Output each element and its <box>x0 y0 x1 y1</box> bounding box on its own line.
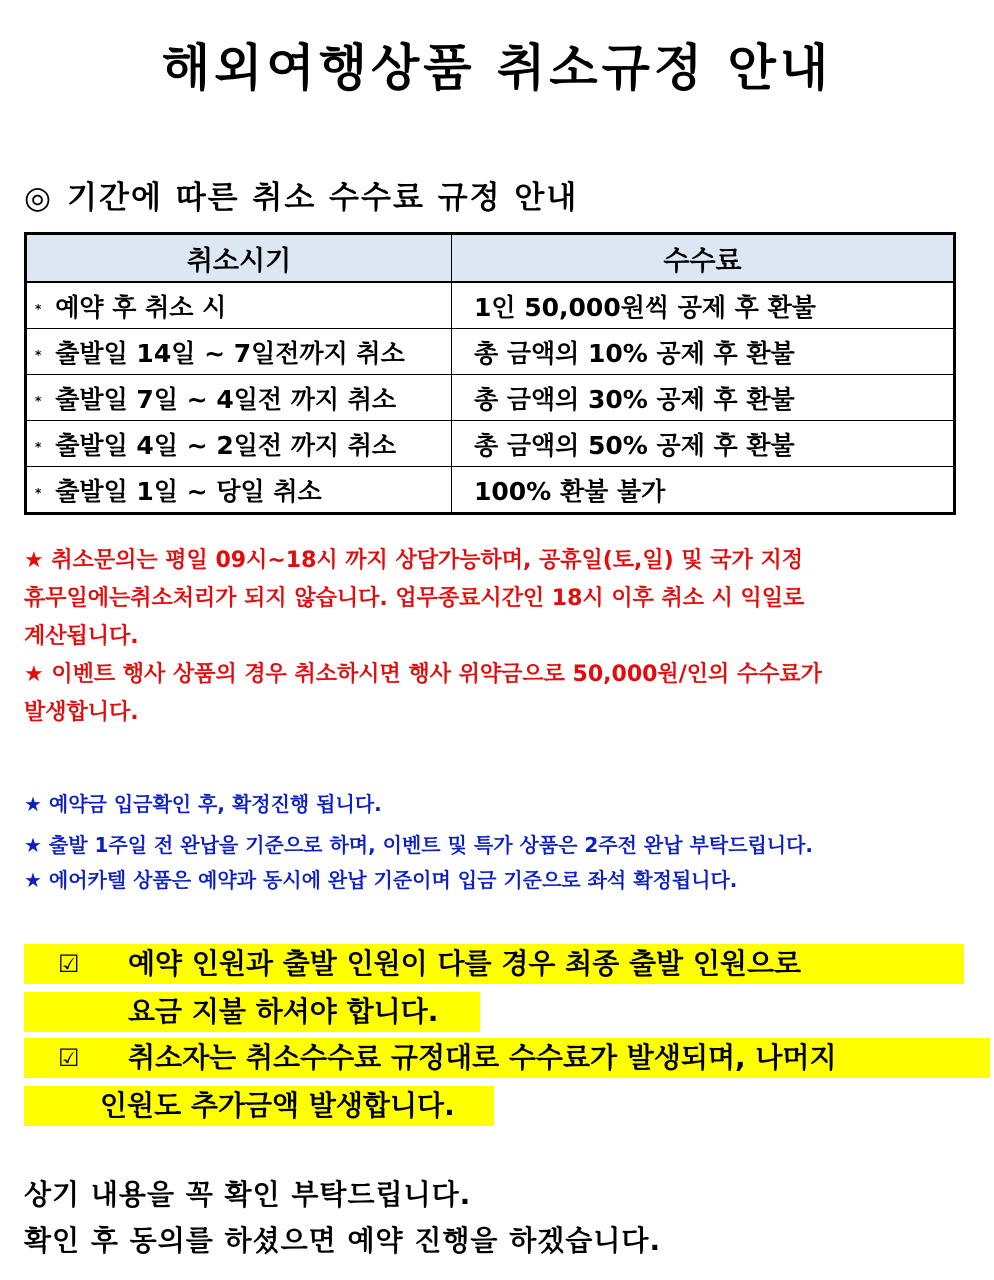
highlight-text: 요금 지불 하셔야 합니다. <box>128 995 439 1028</box>
page-title: 해외여행상품 취소규정 안내 <box>161 39 833 97</box>
bullet-icon: * <box>35 301 42 316</box>
period-cell <box>26 282 452 329</box>
red-notice-line: ★ 취소문의는 평일 09시~18시 까지 상담가능하며, 공휴일(토,일) 및 국가 지정 <box>24 548 803 573</box>
column-header-period: 취소시기 <box>26 234 452 283</box>
blue-notice-3: ★ 에어카텔 상품은 예약과 동시에 완납 기준이며 입금 기준으로 좌석 확정됩니다. <box>24 868 738 892</box>
period-cell <box>26 421 452 467</box>
bullet-icon: * <box>35 347 42 362</box>
table-header-row <box>26 234 955 283</box>
period-text: 출발일 14일 ~ 7일전까지 취소 <box>55 338 405 368</box>
closing-line: 상기 내용을 꼭 확인 부탁드립니다. <box>24 1178 472 1211</box>
table-row <box>26 467 955 514</box>
red-notice <box>24 542 944 732</box>
red-notice-line: 휴무일에는취소처리가 되지 않습니다. 업무종료시간인 18시 이후 취소 시 익일로 <box>24 586 805 611</box>
period-cell <box>26 375 452 421</box>
closing-line: 확인 후 동의를 하셨으면 예약 진행을 하겠습니다. <box>24 1224 662 1257</box>
section-heading-text: 기간에 따른 취소 수수료 규정 안내 <box>67 180 579 216</box>
table-row <box>26 421 955 467</box>
fee-cell: 총 금액의 30% 공제 후 환불 <box>452 375 955 421</box>
fee-cell: 100% 환불 불가 <box>452 467 955 514</box>
highlight-text: 취소자는 취소수수료 규정대로 수수료가 발생되며, 나머지 <box>128 1041 837 1074</box>
highlight-text: 예약 인원과 출발 인원이 다를 경우 최종 출발 인원으로 <box>128 947 802 980</box>
blue-notice-1: ★ 예약금 입금확인 후, 확정진행 됩니다. <box>24 792 382 816</box>
period-text: 출발일 4일 ~ 2일전 까지 취소 <box>55 430 397 460</box>
highlight-text: 인원도 추가금액 발생합니다. <box>100 1089 455 1122</box>
period-text: 출발일 7일 ~ 4일전 까지 취소 <box>55 384 397 414</box>
section-heading <box>24 172 578 217</box>
cancellation-fee-table <box>24 232 956 515</box>
fee-cell: 총 금액의 50% 공제 후 환불 <box>452 421 955 467</box>
table-row <box>26 282 955 329</box>
double-circle-icon: ◎ <box>24 180 54 216</box>
period-text: 예약 후 취소 시 <box>55 292 227 322</box>
highlight-line-3 <box>24 1038 990 1078</box>
checkbox-icon: ☑ <box>58 950 80 978</box>
bullet-icon: * <box>35 485 42 500</box>
period-cell <box>26 467 452 514</box>
bullet-icon: * <box>35 393 42 408</box>
column-header-fee: 수수료 <box>452 234 955 283</box>
red-notice-line: 발생합니다. <box>24 700 139 725</box>
highlight-line-1 <box>24 944 964 984</box>
highlight-line-2 <box>24 992 480 1032</box>
period-cell <box>26 329 452 375</box>
highlight-line-4 <box>24 1086 494 1126</box>
red-notice-line: 계산됩니다. <box>24 624 139 649</box>
closing-message <box>24 1172 661 1264</box>
bullet-icon: * <box>35 439 42 454</box>
fee-cell: 1인 50,000원씩 공제 후 환불 <box>452 282 955 329</box>
table-row <box>26 329 955 375</box>
table-row <box>26 375 955 421</box>
period-text: 출발일 1일 ~ 당일 취소 <box>55 476 322 506</box>
blue-notice-2: ★ 출발 1주일 전 완납을 기준으로 하며, 이벤트 및 특가 상품은 2주전 완납 부탁드립니다. <box>24 833 814 857</box>
fee-cell: 총 금액의 10% 공제 후 환불 <box>452 329 955 375</box>
checkbox-icon: ☑ <box>58 1044 80 1072</box>
red-notice-line: ★ 이벤트 행사 상품의 경우 취소하시면 행사 위약금으로 50,000원/인의 수수료가 <box>24 662 822 687</box>
